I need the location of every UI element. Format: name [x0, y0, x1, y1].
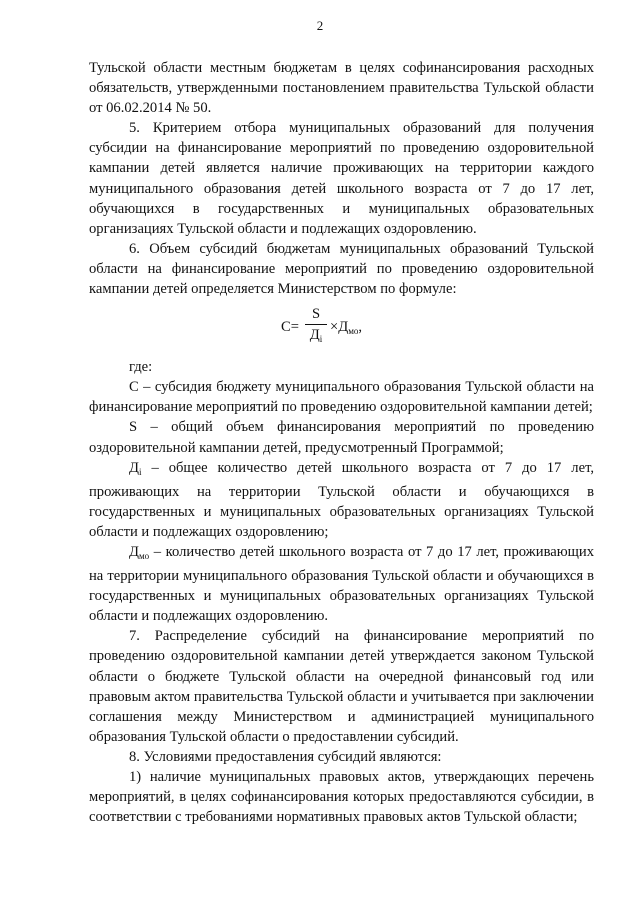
paragraph-continuation: Тульской области местным бюджетам в целях софинансирования расходных обязательств, утвержденными постановлением правительства Тульской области от 06.02.2014 № 50. [89, 60, 594, 117]
definition-di: $Д_i$ – общее количество детей школьного возраста от 7 до 17 лет, проживающих на территории Тульской области и обучающихся в государственных и муниципальных образовательных организациях Тульской области и подлежащих оздоровлению; [89, 459, 594, 540]
subsidy-formula [89, 305, 594, 353]
where-label: где: [129, 359, 153, 376]
formula-numerator: S [311, 306, 321, 323]
page-number: 2 [316, 18, 324, 33]
formula-denominator: $Д_i$ [309, 327, 323, 345]
definition-s: S – общий объем финансирования мероприятий по проведению оздоровительной кампании детей, предусмотренный Программой; [89, 419, 594, 456]
paragraph-distribution: 7. Распределение субсидий на финансирование мероприятий по проведению оздоровительной кампании детей утверждается законом Тульской области о бюджете Тульской области на очередной финансовый год или правовым актом правительства Тульской области и учитывается при заключении соглашения между Министерством и администрацией муниципального образования Тульской области о предоставлении субсидий. [89, 628, 594, 745]
formula-lhs: С= [281, 319, 299, 336]
definition-dmo: $Д_{мо}$ – количество детей школьного возраста от 7 до 17 лет, проживающих на территории муниципального образования Тульской области и обучающихся в государственных и муниципальных образовательных организациях Тульской области и подлежащих оздоровлению. [89, 543, 594, 625]
formula-rhs: $\times Д_{мо}$, [330, 319, 363, 337]
paragraph-volume: 6. Объем субсидий бюджетам муниципальных образований Тульской области на финансирование мероприятий по проведению оздоровительной кампании детей определяется Министерством по формуле: [89, 240, 594, 298]
paragraph-criterion: 5. Критерием отбора муниципальных образований для получения субсидии на финансирование мероприятий по проведению оздоровительной кампании детей является наличие проживающих на территории каждого муниципального образования детей школьного возраста от 7 до 17 лет, обучающихся в государственных и муниципальных образовательных организациях Тульской области и подлежащих оздоровлению. [89, 120, 594, 237]
paragraph-condition-1: 1) наличие муниципальных правовых актов, утверждающих перечень мероприятий, в целях софинансирования которых предоставляются субсидии, в соответствии с требованиями нормативных правовых актов Тульской области; [89, 769, 594, 826]
fraction-bar [305, 324, 327, 325]
paragraph-conditions: 8. Условиями предоставления субсидий являются: [129, 748, 442, 765]
definition-c: С – субсидия бюджету муниципального образования Тульской области на финансирование мероприятий по проведению оздоровительной кампании детей; [89, 379, 594, 416]
formula-fraction [305, 305, 327, 348]
document-body [89, 58, 594, 827]
